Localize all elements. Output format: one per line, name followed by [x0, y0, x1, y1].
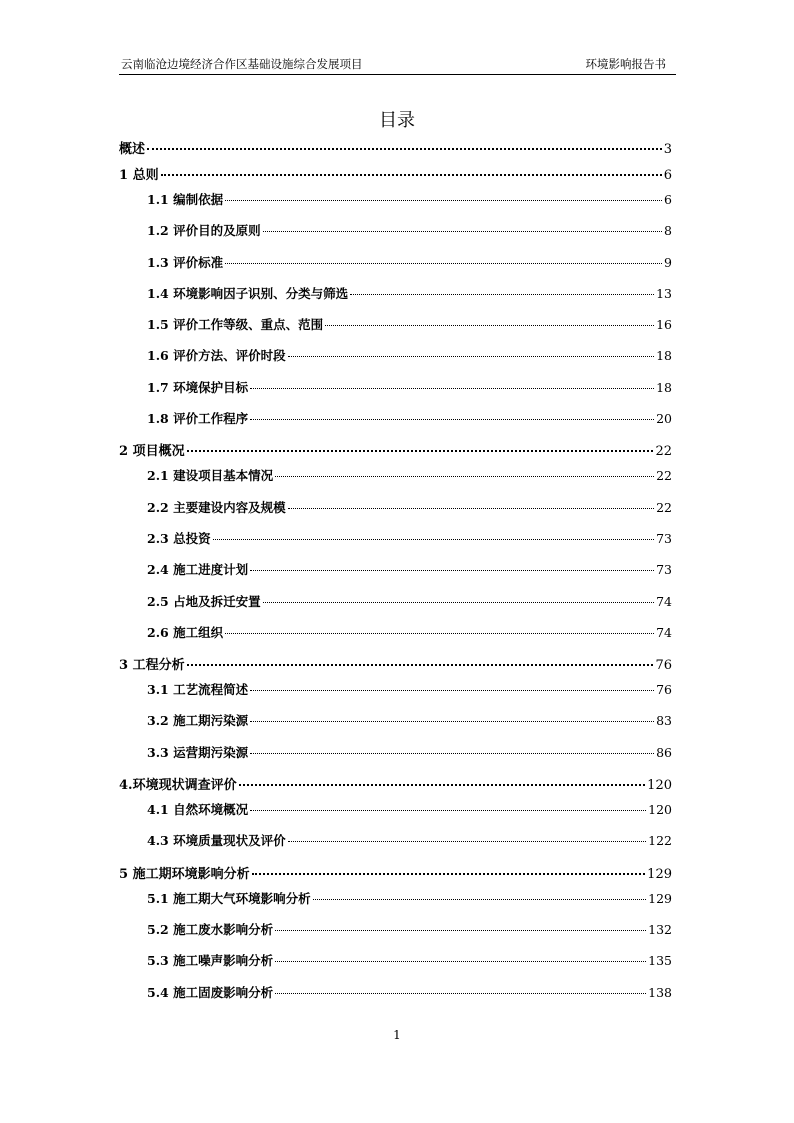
header-document-type: 环境影响报告书 [585, 57, 666, 71]
toc-entry-title: 2.5 占地及拆迁安置 [147, 593, 261, 609]
toc-entry-page: 22 [656, 499, 672, 515]
toc-entry-title: 2.2 主要建设内容及规模 [147, 499, 286, 515]
toc-entry-title: 2.3 总投资 [147, 530, 211, 546]
toc-entry-title: 1.8 评价工作程序 [147, 411, 249, 427]
toc-entry-page: 6 [664, 192, 672, 207]
toc-entry-title: 4.3 环境质量现状及评价 [147, 833, 286, 849]
page-header [119, 56, 676, 75]
toc-entry-title: 概述 [119, 142, 146, 157]
toc-section-entry[interactable] [119, 800, 672, 831]
page-number: 1 [393, 1028, 401, 1042]
toc-entry-page: 86 [656, 744, 672, 760]
toc-dot-leader [250, 570, 654, 571]
toc-section-entry[interactable] [119, 253, 672, 284]
toc-entry-page: 18 [656, 379, 672, 395]
toc-entry-title: 2 项目概况 [119, 444, 185, 460]
toc-section-entry[interactable] [119, 378, 672, 409]
toc-entry-page: 120 [647, 778, 672, 794]
toc-entry-page: 6 [663, 168, 672, 183]
toc-section-entry[interactable] [119, 711, 672, 742]
toc-entry-page: 3 [663, 142, 672, 157]
toc-dot-leader [225, 633, 654, 634]
toc-entry-title: 4.环境现状调查评价 [119, 778, 237, 794]
toc-entry-page: 76 [655, 658, 672, 674]
toc-entry-page: 129 [648, 890, 672, 906]
toc-section-entry[interactable] [119, 498, 672, 529]
toc-section-entry[interactable] [119, 680, 672, 711]
toc-dot-leader [288, 841, 647, 842]
toc-section-entry[interactable] [119, 466, 672, 497]
toc-entry-page: 16 [656, 317, 672, 333]
toc-entry-page: 120 [648, 802, 672, 818]
toc-entry-page: 13 [656, 285, 672, 301]
toc-entry-title: 3.2 施工期污染源 [147, 713, 249, 729]
toc-dot-leader [147, 148, 662, 150]
toc-entry-page: 8 [664, 223, 672, 239]
toc-section-entry[interactable] [119, 221, 672, 252]
toc-section-entry[interactable] [119, 409, 672, 440]
toc-entry-title: 1.7 环境保护目标 [147, 379, 249, 395]
toc-section-entry[interactable] [119, 560, 672, 591]
toc-dot-leader [213, 539, 654, 540]
toc-entry-title: 5 施工期环境影响分析 [119, 866, 250, 882]
toc-entry-title: 3.1 工艺流程简述 [147, 682, 249, 698]
toc-chapter-entry[interactable] [119, 774, 672, 800]
toc-entry-title: 1.6 评价方法、评价时段 [147, 348, 286, 364]
toc-entry-page: 129 [647, 866, 672, 882]
toc-entry-title: 4.1 自然环境概况 [147, 802, 249, 818]
toc-section-entry[interactable] [119, 346, 672, 377]
toc-section-entry[interactable] [119, 951, 672, 982]
toc-entry-page: 73 [656, 530, 672, 546]
toc-title: 目录 [379, 110, 415, 131]
toc-dot-leader [275, 961, 646, 962]
toc-entry-page: 20 [656, 411, 672, 427]
toc-section-entry[interactable] [119, 284, 672, 315]
toc-dot-leader [275, 476, 654, 477]
toc-entry-title: 2.6 施工组织 [147, 624, 224, 640]
toc-section-entry[interactable] [119, 889, 672, 920]
toc-entry-page: 83 [656, 713, 672, 729]
toc-dot-leader [225, 263, 662, 264]
toc-section-entry[interactable] [119, 190, 672, 221]
toc-entry-title: 1.2 评价目的及原则 [147, 223, 261, 239]
toc-entry-page: 9 [664, 254, 672, 270]
toc-entry-page: 74 [656, 624, 672, 640]
toc-section-entry[interactable] [119, 920, 672, 951]
toc-entry-page: 135 [648, 953, 672, 969]
toc-chapter-entry[interactable] [119, 654, 672, 680]
toc-dot-leader [250, 419, 654, 420]
toc-section-entry[interactable] [119, 315, 672, 346]
toc-chapter-entry[interactable] [119, 863, 672, 889]
toc-dot-leader [313, 899, 647, 900]
toc-entry-title: 5.4 施工固废影响分析 [147, 984, 274, 1000]
toc-dot-leader [325, 325, 654, 326]
toc-dot-leader [252, 873, 646, 875]
toc-dot-leader [288, 356, 654, 357]
toc-entry-title: 1.1 编制依据 [147, 192, 224, 207]
toc-entry-page: 22 [656, 468, 672, 484]
toc-dot-leader [250, 721, 654, 722]
toc-dot-leader [187, 450, 654, 452]
toc-section-entry[interactable] [119, 983, 672, 1014]
toc-entry-page: 76 [656, 682, 672, 698]
toc-entry-page: 22 [655, 444, 672, 460]
toc-dot-leader [250, 810, 646, 811]
toc-dot-leader [225, 200, 662, 201]
header-project-title: 云南临沧边境经济合作区基础设施综合发展项目 [121, 57, 363, 71]
toc-dot-leader [250, 690, 654, 691]
toc-entry-title: 1.5 评价工作等级、重点、范围 [147, 317, 324, 333]
toc-entry-title: 5.1 施工期大气环境影响分析 [147, 890, 311, 906]
toc-entry-title: 2.4 施工进度计划 [147, 562, 249, 578]
toc-entry-title: 5.3 施工噪声影响分析 [147, 953, 274, 969]
toc-entry-page: 122 [648, 833, 672, 849]
toc-entry-title: 2.1 建设项目基本情况 [147, 468, 274, 484]
toc-dot-leader [263, 231, 662, 232]
toc-entry-page: 73 [656, 562, 672, 578]
toc-section-entry[interactable] [119, 623, 672, 654]
toc-entry-title: 3 工程分析 [119, 658, 185, 674]
toc-entry-title: 5.2 施工废水影响分析 [147, 921, 274, 937]
toc-chapter-entry[interactable] [119, 138, 672, 164]
toc-dot-leader [239, 784, 646, 786]
toc-entry-title: 1 总则 [119, 168, 159, 183]
toc-chapter-entry[interactable] [119, 440, 672, 466]
toc-dot-leader [250, 753, 654, 754]
toc-section-entry[interactable] [119, 592, 672, 623]
toc-dot-leader [161, 174, 662, 176]
toc-chapter-entry[interactable] [119, 164, 672, 190]
toc-dot-leader [187, 664, 654, 666]
toc-entry-page: 132 [648, 921, 672, 937]
toc-entry-title: 1.3 评价标准 [147, 254, 224, 270]
toc-dot-leader [250, 388, 654, 389]
toc-entry-title: 3.3 运营期污染源 [147, 744, 249, 760]
toc-entry-page: 138 [648, 984, 672, 1000]
table-of-contents [119, 138, 672, 1014]
toc-dot-leader [263, 602, 654, 603]
toc-dot-leader [288, 508, 654, 509]
toc-dot-leader [275, 993, 646, 994]
toc-entry-page: 18 [656, 348, 672, 364]
toc-entry-page: 74 [656, 593, 672, 609]
toc-dot-leader [350, 294, 654, 295]
toc-entry-title: 1.4 环境影响因子识别、分类与筛选 [147, 285, 349, 301]
toc-section-entry[interactable] [119, 831, 672, 862]
toc-section-entry[interactable] [119, 743, 672, 774]
toc-dot-leader [275, 930, 646, 931]
toc-section-entry[interactable] [119, 529, 672, 560]
